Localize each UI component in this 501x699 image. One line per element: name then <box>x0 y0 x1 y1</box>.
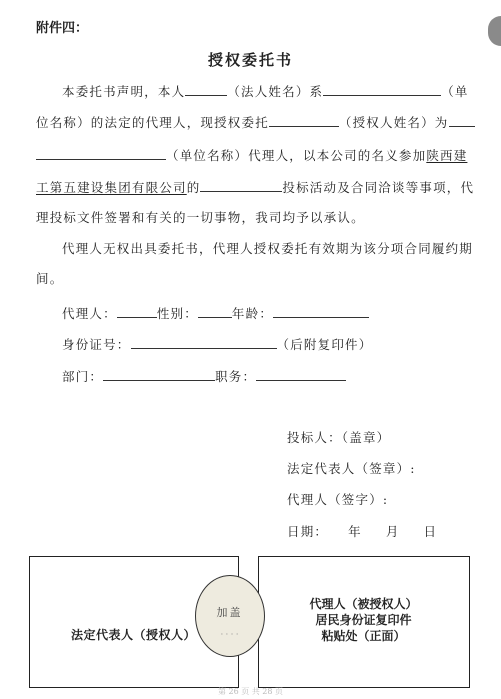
company-name-part: 工第五建设集团有限公司 <box>36 180 187 195</box>
unit-name-blank[interactable] <box>323 83 441 96</box>
legal-rep-sign-label: 法定代表人（签章）: <box>287 461 416 476</box>
agent-name-field[interactable] <box>117 305 157 318</box>
para1-line5: 理投标文件签署和有关的一切事物，我司均予以承认。 <box>36 210 365 225</box>
legal-name-blank[interactable] <box>185 83 227 96</box>
id-row <box>62 335 372 353</box>
unit-name-blank-2[interactable] <box>36 147 166 160</box>
gender-field[interactable] <box>198 305 232 318</box>
agent-row <box>62 304 369 322</box>
attachment-label: 附件四： <box>36 21 89 36</box>
para2-line1: 代理人无权出具委托书，代理人授权委托有效期为该分项合同履约期 <box>62 241 474 256</box>
id-copy-line: 居民身份证复印件 <box>315 613 412 627</box>
dept-field[interactable] <box>103 368 215 381</box>
year-label: 年 <box>348 524 362 539</box>
para1-text: （法人姓名）系 <box>227 84 324 99</box>
agent-label: 代理人： <box>62 306 117 321</box>
para1-text: 本委托书声明，本人 <box>62 84 186 99</box>
para1-text: 投标活动及合同洽谈等事项，代 <box>282 180 475 195</box>
dept-label: 部门： <box>62 369 104 384</box>
dept-row <box>62 367 346 385</box>
para1-line2 <box>36 113 475 131</box>
para1-text: （单 <box>441 84 469 99</box>
company-name-part: 陕西建 <box>426 148 468 163</box>
para1-line4 <box>36 178 474 196</box>
agent-sign-label: 代理人（签字）: <box>287 492 389 507</box>
legal-rep-box-label: 法定代表人（授权人） <box>70 628 196 642</box>
id-number-field[interactable] <box>131 336 277 349</box>
para1-text: （授权人姓名）为 <box>338 115 449 130</box>
id-copy-line: 粘贴处（正面） <box>321 629 406 643</box>
position-label: 职务： <box>215 369 257 384</box>
date-row <box>287 522 437 540</box>
seal-dots: · · · · <box>220 630 239 639</box>
short-blank[interactable] <box>449 114 475 127</box>
project-blank[interactable] <box>200 179 282 192</box>
seal-label: 加盖 <box>216 606 243 619</box>
seal-circle <box>195 575 265 657</box>
para1-text: 位名称）的法定的代理人，现授权委托 <box>36 115 269 130</box>
id-label: 身份证号： <box>62 337 131 352</box>
month-label: 月 <box>385 524 400 539</box>
position-field[interactable] <box>256 368 346 381</box>
bidder-seal-label: 投标人：（盖章） <box>287 430 391 445</box>
para1-line1 <box>62 82 469 100</box>
para1-line3 <box>36 146 467 164</box>
page-footer: 第 26 页 共 28 页 <box>217 687 284 696</box>
scroll-handle[interactable] <box>488 16 501 46</box>
para1-text: 的 <box>186 180 201 195</box>
date-label: 日期： <box>287 524 329 539</box>
id-copy-box-label <box>259 596 468 644</box>
day-label: 日 <box>423 524 438 539</box>
para2-line2: 间。 <box>36 271 64 286</box>
gender-label: 性别： <box>156 306 198 321</box>
para1-text: （单位名称）代理人，以本公司的名义参加 <box>166 148 427 163</box>
age-field[interactable] <box>273 305 369 318</box>
id-copy-line: 代理人（被授权人） <box>309 597 418 611</box>
authorizer-name-blank[interactable] <box>269 114 339 127</box>
id-copy-box <box>258 556 470 688</box>
doc-title: 授权委托书 <box>207 51 293 69</box>
id-note: （后附复印件） <box>276 337 373 352</box>
age-label: 年龄： <box>231 306 274 321</box>
